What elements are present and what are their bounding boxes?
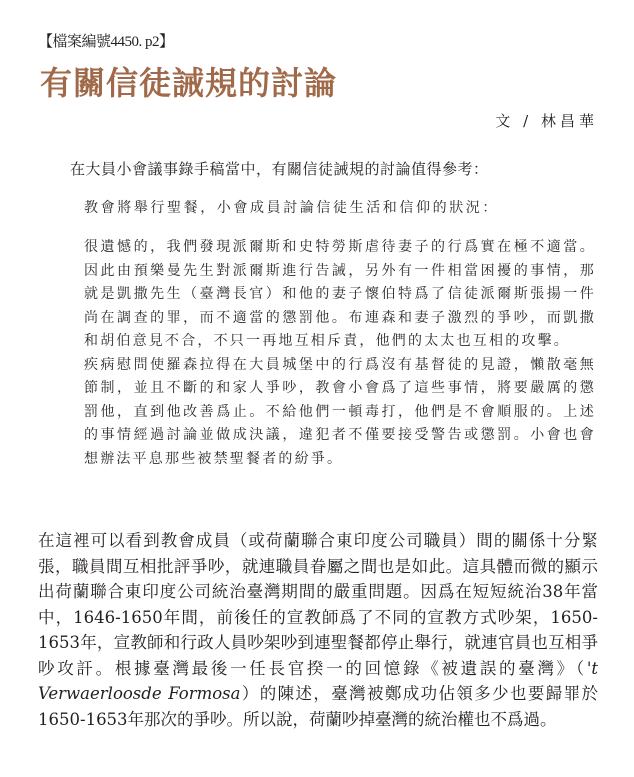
book-title-italic: 't Verwaerloosde Formosa [38, 658, 598, 703]
quote-paragraph: 很遺憾的，我們發現派爾斯和史特勞斯虐待妻子的行爲實在極不適當。因此由預樂曼先生對派爾斯進行告誡，另外有一件相當困擾的事情，那就是凱撒先生（臺灣長官）和他的妻子懷伯特爲了信徒派爾斯張揚一件尚在調查的罪，而不適當的懲罰他。布連森和妻子激烈的爭吵，而凱撒和胡伯意見不合，不只一再地互相斥責，他們的太太也互相的攻擊。 [84, 239, 596, 349]
body-text-part: 在這裡可以看到教會成員（或荷蘭聯合東印度公司職員）間的關係十分緊張，職員間互相批評爭吵，就連職員眷屬之間也是如此。這具體而微的顯示出荷蘭聯合東印度公司統治臺灣期間的嚴重問題。因爲在短短統治38年當中，1646-1650年間，前後任的宣教師爲了不同的宣教方式吵架，1650-1653年，宣教師和行政人員吵架吵到連聖餐都停止舉行，就連官員也互相爭吵攻訐。根據臺灣最後一任長官揆一的回憶錄《被遺誤的臺灣》（ [38, 531, 598, 678]
quote-lead: 教會將舉行聖餐，小會成員討論信徒生活和信仰的狀況： [84, 200, 499, 216]
byline: 文 / 林昌華 [495, 112, 598, 130]
body-text [38, 528, 598, 732]
quote-paragraph: 疾病慰問使羅森拉得在大員城堡中的行爲沒有基督徒的見證，懶散毫無節制，並且不斷的和家人爭吵，教會小會爲了這些事情，將要嚴厲的懲罰他，直到他改善爲止。不給他們一頓毒打，他們是不會順服的。上述的事情經過討論並做成決議，違犯者不僅要接受警告或懲罰。小會也會想辦法平息那些被禁聖餐者的紛爭。 [84, 356, 596, 467]
body-text-part: ）的陳述，臺灣被鄭成功佔領多少也要歸罪於1650-1653年那次的爭吵。所以說，荷蘭吵掉臺灣的統治權也不爲過。 [38, 684, 598, 729]
quote-block [84, 236, 596, 471]
archive-tag: 【檔案編號4450. p2】 [38, 34, 174, 50]
body-paragraph [38, 528, 598, 732]
intro-paragraph: 在大員小會議事錄手稿當中，有關信徒誡規的討論值得參考： [70, 160, 489, 178]
article-title: 有關信徒誡規的討論 [40, 64, 338, 102]
